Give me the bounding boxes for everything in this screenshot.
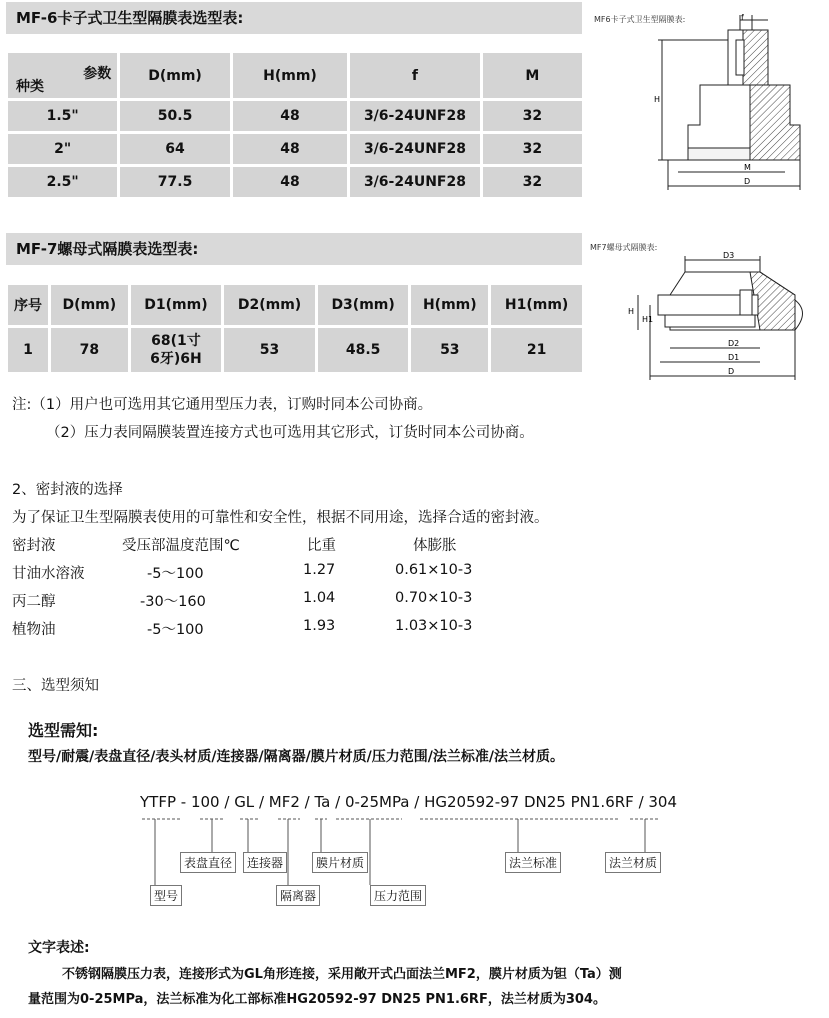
seal-row-density: 1.93 [303, 618, 336, 634]
mf7-diagram [610, 250, 820, 390]
mf7-cell: 53 [411, 328, 488, 372]
mf7-diagram-caption: MF7螺母式隔膜表: [590, 243, 658, 252]
code-pressure: 0-25MPa [344, 793, 410, 811]
seal-row-liquid: 甘油水溶液 [12, 566, 85, 582]
mf7-body-outline [658, 272, 803, 330]
mf7-d1-line2: 6牙)6H [150, 351, 202, 367]
mf6-title-bar [6, 2, 582, 34]
mf7-cell: 78 [51, 328, 128, 372]
note-2: （2）压力表同隔膜装置连接方式也可选用其它形式，订货时同本公司协商。 [46, 425, 534, 441]
seal-intro: 为了保证卫生型隔膜表使用的可靠性和安全性，根据不同用途，选择合适的密封液。 [12, 510, 549, 526]
code-isolator: MF2 [268, 793, 300, 811]
table-row [8, 134, 582, 164]
mf6-corner-top: 参数 [83, 66, 112, 82]
mf7-dim-h1: H1 [642, 315, 654, 324]
mf7-d1-line1: 68(1寸 [151, 333, 201, 349]
mf6-header-m: M [483, 53, 582, 98]
mf6-cell: 48 [233, 167, 347, 197]
mf6-cell: 3/6-24UNF28 [350, 167, 479, 197]
mf7-header: D(mm) [51, 285, 128, 325]
code-flange-mat: 304 [648, 793, 678, 811]
mf6-dim-h: H [654, 95, 661, 104]
label-dial: 表盘直径 [180, 852, 236, 873]
mf6-cell: 48 [233, 134, 347, 164]
mf6-dim-d: D [744, 177, 751, 186]
mf7-header: 序号 [8, 285, 48, 325]
seal-row-density: 1.27 [303, 562, 336, 578]
seal-col-liquid: 密封液 [12, 538, 56, 554]
mf6-cell: 3/6-24UNF28 [350, 101, 479, 131]
seal-row-temp: -30～160 [140, 594, 206, 610]
code-sep: - [176, 793, 191, 811]
code-diaphragm: Ta [314, 793, 331, 811]
mf6-cell: 2.5" [8, 167, 117, 197]
mf7-dim-d3: D3 [723, 251, 735, 260]
mf7-cell: 21 [491, 328, 582, 372]
code-sep: / [219, 793, 235, 811]
code-sep: / [299, 793, 315, 811]
code-sep: / [409, 793, 425, 811]
table-row [8, 328, 582, 372]
model-code [140, 793, 677, 811]
description-heading: 文字表述: [28, 940, 90, 956]
mf6-header-d: D(mm) [120, 53, 229, 98]
mf7-header: H(mm) [411, 285, 488, 325]
code-model: YTFP [140, 793, 176, 811]
mf6-cell: 2" [8, 134, 117, 164]
mf7-dim-h: H [628, 307, 635, 316]
mf7-header: D2(mm) [224, 285, 315, 325]
code-connector: GL [234, 793, 255, 811]
seal-row-temp: -5～100 [147, 622, 204, 638]
selection-subheading: 选型需知: [28, 721, 99, 740]
code-sep: / [254, 793, 269, 811]
seal-row-liquid: 丙二醇 [12, 594, 56, 610]
mf6-cell: 77.5 [120, 167, 229, 197]
mf7-dim-d2: D2 [728, 339, 740, 348]
label-diaphragm: 膜片材质 [312, 852, 368, 873]
label-isolator: 隔离器 [276, 885, 320, 906]
mf7-header: D1(mm) [131, 285, 222, 325]
mf6-cell: 32 [483, 134, 582, 164]
mf6-cell: 64 [120, 134, 229, 164]
mf6-cell: 32 [483, 101, 582, 131]
description-line-2: 量范围为0-25MPa，法兰标准为化工部标准HG20592-97 DN25 PN1.6RF，法兰材质为304。 [28, 992, 606, 1007]
mf7-header: H1(mm) [491, 285, 582, 325]
seal-col-density: 比重 [307, 538, 336, 554]
seal-col-temp: 受压部温度范围℃ [122, 538, 240, 554]
mf7-cell: 53 [224, 328, 315, 372]
mf6-cell: 1.5" [8, 101, 117, 131]
mf7-dim-d1: D1 [728, 353, 740, 362]
seal-heading: 2、密封液的选择 [12, 482, 123, 498]
label-flange-mat: 法兰材质 [605, 852, 661, 873]
seal-col-expansion: 体膨胀 [413, 538, 457, 554]
mf7-spec-table [5, 282, 585, 375]
mf7-title-bar [6, 233, 582, 265]
selection-heading: 三、选型须知 [12, 678, 99, 694]
label-model: 型号 [150, 885, 182, 906]
mf7-cell-d1 [131, 328, 222, 372]
seal-row-temp: -5～100 [147, 566, 204, 582]
description-line-1: 不锈钢隔膜压力表，连接形式为GL角形连接，采用敞开式凸面法兰MF2，膜片材质为钽（Ta）测 [62, 967, 622, 982]
mf7-header: D3(mm) [318, 285, 409, 325]
mf6-diagram [640, 10, 820, 195]
mf6-corner-cell [8, 53, 117, 98]
mf6-spec-table [5, 50, 585, 200]
table-row [8, 101, 582, 131]
mf6-body-outline [688, 30, 800, 160]
label-pressure: 压力范围 [370, 885, 426, 906]
mf6-cell: 32 [483, 167, 582, 197]
mf6-diagram-caption: MF6卡子式卫生型隔膜表: [594, 15, 686, 24]
seal-row-liquid: 植物油 [12, 622, 56, 638]
note-1: 注:（1）用户也可选用其它通用型压力表，订购时同本公司协商。 [12, 397, 433, 413]
seal-row-expansion: 0.61×10-3 [395, 562, 473, 578]
mf6-cell: 3/6-24UNF28 [350, 134, 479, 164]
seal-row-expansion: 1.03×10-3 [395, 618, 473, 634]
mf7-cell: 48.5 [318, 328, 409, 372]
table-row [8, 167, 582, 197]
seal-row-expansion: 0.70×10-3 [395, 590, 473, 606]
code-sep: / [633, 793, 649, 811]
mf6-dim-f: f [741, 13, 744, 22]
mf6-title: MF-6卡子式卫生型隔膜表选型表: [16, 9, 244, 27]
mf7-title: MF-7螺母式隔膜表选型表: [16, 240, 199, 258]
mf6-header-f: f [350, 53, 479, 98]
label-connector: 连接器 [243, 852, 287, 873]
code-flange-std: HG20592-97 DN25 PN1.6RF [424, 793, 634, 811]
mf6-dim-m: M [744, 163, 751, 172]
mf7-cell: 1 [8, 328, 48, 372]
mf6-corner-bottom: 种类 [16, 79, 44, 95]
code-dial: 100 [190, 793, 220, 811]
mf6-header-h: H(mm) [233, 53, 347, 98]
mf6-cell: 48 [233, 101, 347, 131]
code-sep: / [330, 793, 345, 811]
mf7-dim-d: D [728, 367, 735, 376]
selection-order: 型号/耐震/表盘直径/表头材质/连接器/隔离器/膜片材质/压力范围/法兰标准/法兰材质。 [28, 749, 565, 765]
label-flange-std: 法兰标准 [505, 852, 561, 873]
mf6-cell: 50.5 [120, 101, 229, 131]
seal-row-density: 1.04 [303, 590, 336, 606]
